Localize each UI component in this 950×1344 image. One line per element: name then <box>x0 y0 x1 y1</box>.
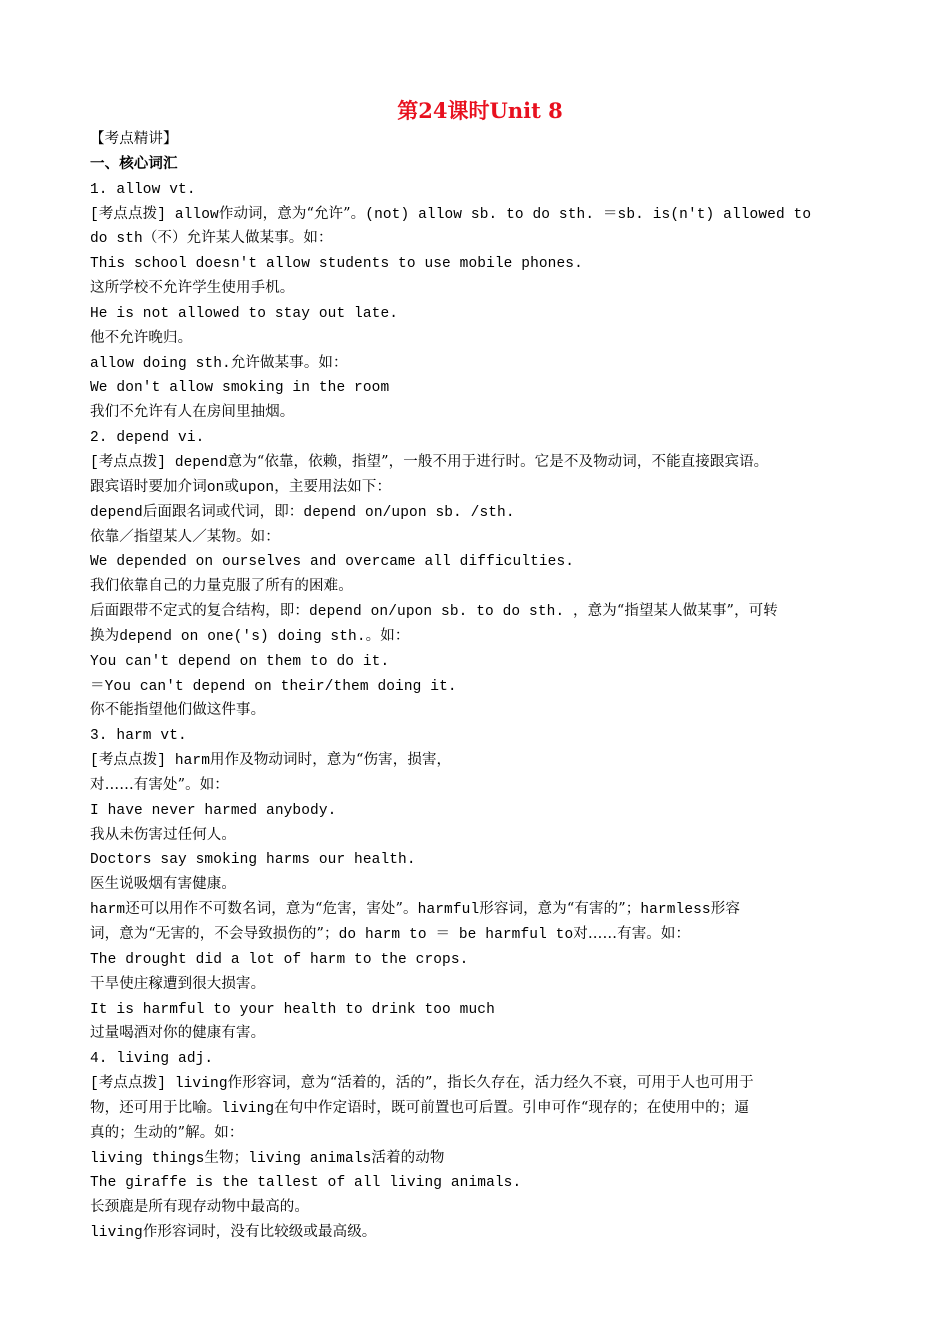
text-line: 真的；生动的”解。如： <box>90 1124 244 1141</box>
text-line: [考点点拨] living作形容词，意为“活着的，活的”，指长久存在，活力经久不衰，可用于人也可用于 <box>90 1075 754 1093</box>
document-page <box>90 95 870 1245</box>
text-line: [考点点拨] allow作动词，意为“允许”。(not) allow sb. to do sth. ＝sb. is(n't) allowed to <box>90 205 812 223</box>
text-line: 3. harm vt. <box>90 728 187 745</box>
text-line: 我从未伤害过任何人。 <box>90 826 236 843</box>
section-header: 【考点精讲】 <box>90 131 178 147</box>
text-line: 我们不允许有人在房间里抽烟。 <box>90 404 295 421</box>
text-line: harm还可以用作不可数名词，意为“危害，害处”。harmful形容词，意为“有害的”；harmless形容 <box>90 901 740 919</box>
text-line: [考点点拨] depend意为“依靠，依赖，指望”，一般不用于进行时。它是不及物动词，不能直接跟宾语。 <box>90 453 769 471</box>
text-line: 1. allow vt. <box>90 181 196 198</box>
text-line: The drought did a lot of harm to the crops. <box>90 951 469 968</box>
document-body <box>90 177 870 1245</box>
text-line: [考点点拨] harm用作及物动词时，意为“伤害，损害， <box>90 752 452 770</box>
text-line: 对……有害处”。如： <box>90 776 229 793</box>
section-heading-vocabulary: 一、核心词汇 <box>90 154 178 172</box>
text-line: 医生说吸烟有害健康。 <box>90 876 236 893</box>
text-line: 过量喝酒对你的健康有害。 <box>90 1025 266 1042</box>
text-line: 长颈鹿是所有现存动物中最高的。 <box>90 1199 309 1216</box>
text-line: 换为depend on one('s) doing sth.。如： <box>90 627 410 645</box>
text-line: You can't depend on them to do it. <box>90 653 390 670</box>
text-line: 依靠／指望某人／某物。如： <box>90 528 280 545</box>
text-line: 后面跟带不定式的复合结构，即：depend on/upon sb. to do sth. ，意为“指望某人做某事”，可转 <box>90 603 778 621</box>
text-line: 4. living adj. <box>90 1051 214 1068</box>
page-title: 第24课时Unit 8 <box>397 98 563 123</box>
text-line: depend后面跟名词或代词，即：depend on/upon sb. /sth. <box>90 503 515 521</box>
text-line: 干旱使庄稼遭到很大损害。 <box>90 975 266 992</box>
text-line: 我们依靠自己的力量克服了所有的困难。 <box>90 578 353 595</box>
text-line: do sth（不）允许某人做某事。如： <box>90 230 333 248</box>
text-line: living things生物；living animals活着的动物 <box>90 1149 445 1167</box>
text-line: 2. depend vi. <box>90 430 205 447</box>
text-line: ＝You can't depend on their/them doing it. <box>90 677 457 695</box>
text-line: 词，意为“无害的，不会导致损伤的”；do harm to ＝ be harmful to对……有害。如： <box>90 926 691 943</box>
text-line: 你不能指望他们做这件事。 <box>90 702 266 719</box>
text-line: 他不允许晚归。 <box>90 329 193 346</box>
text-line: 跟宾语时要加介词on或upon，主要用法如下： <box>90 478 392 496</box>
text-line: This school doesn't allow students to use mobile phones. <box>90 256 583 273</box>
text-line: I have never harmed anybody. <box>90 802 337 819</box>
text-line: 物，还可用于比喻。living在句中作定语时，既可前置也可后置。引申可作“现存的；在使用中的；逼 <box>90 1099 749 1117</box>
text-line: The giraffe is the tallest of all living animals. <box>90 1175 522 1192</box>
text-line: He is not allowed to stay out late. <box>90 305 399 322</box>
text-line: allow doing sth.允许做某事。如： <box>90 354 348 372</box>
text-line: 这所学校不允许学生使用手机。 <box>90 280 295 297</box>
text-line: It is harmful to your health to drink too much <box>90 1001 495 1018</box>
text-line: living作形容词时，没有比较级或最高级。 <box>90 1224 377 1242</box>
text-line: Doctors say smoking harms our health. <box>90 852 416 869</box>
text-line: We don't allow smoking in the room <box>90 380 390 397</box>
text-line: We depended on ourselves and overcame all difficulties. <box>90 554 575 571</box>
